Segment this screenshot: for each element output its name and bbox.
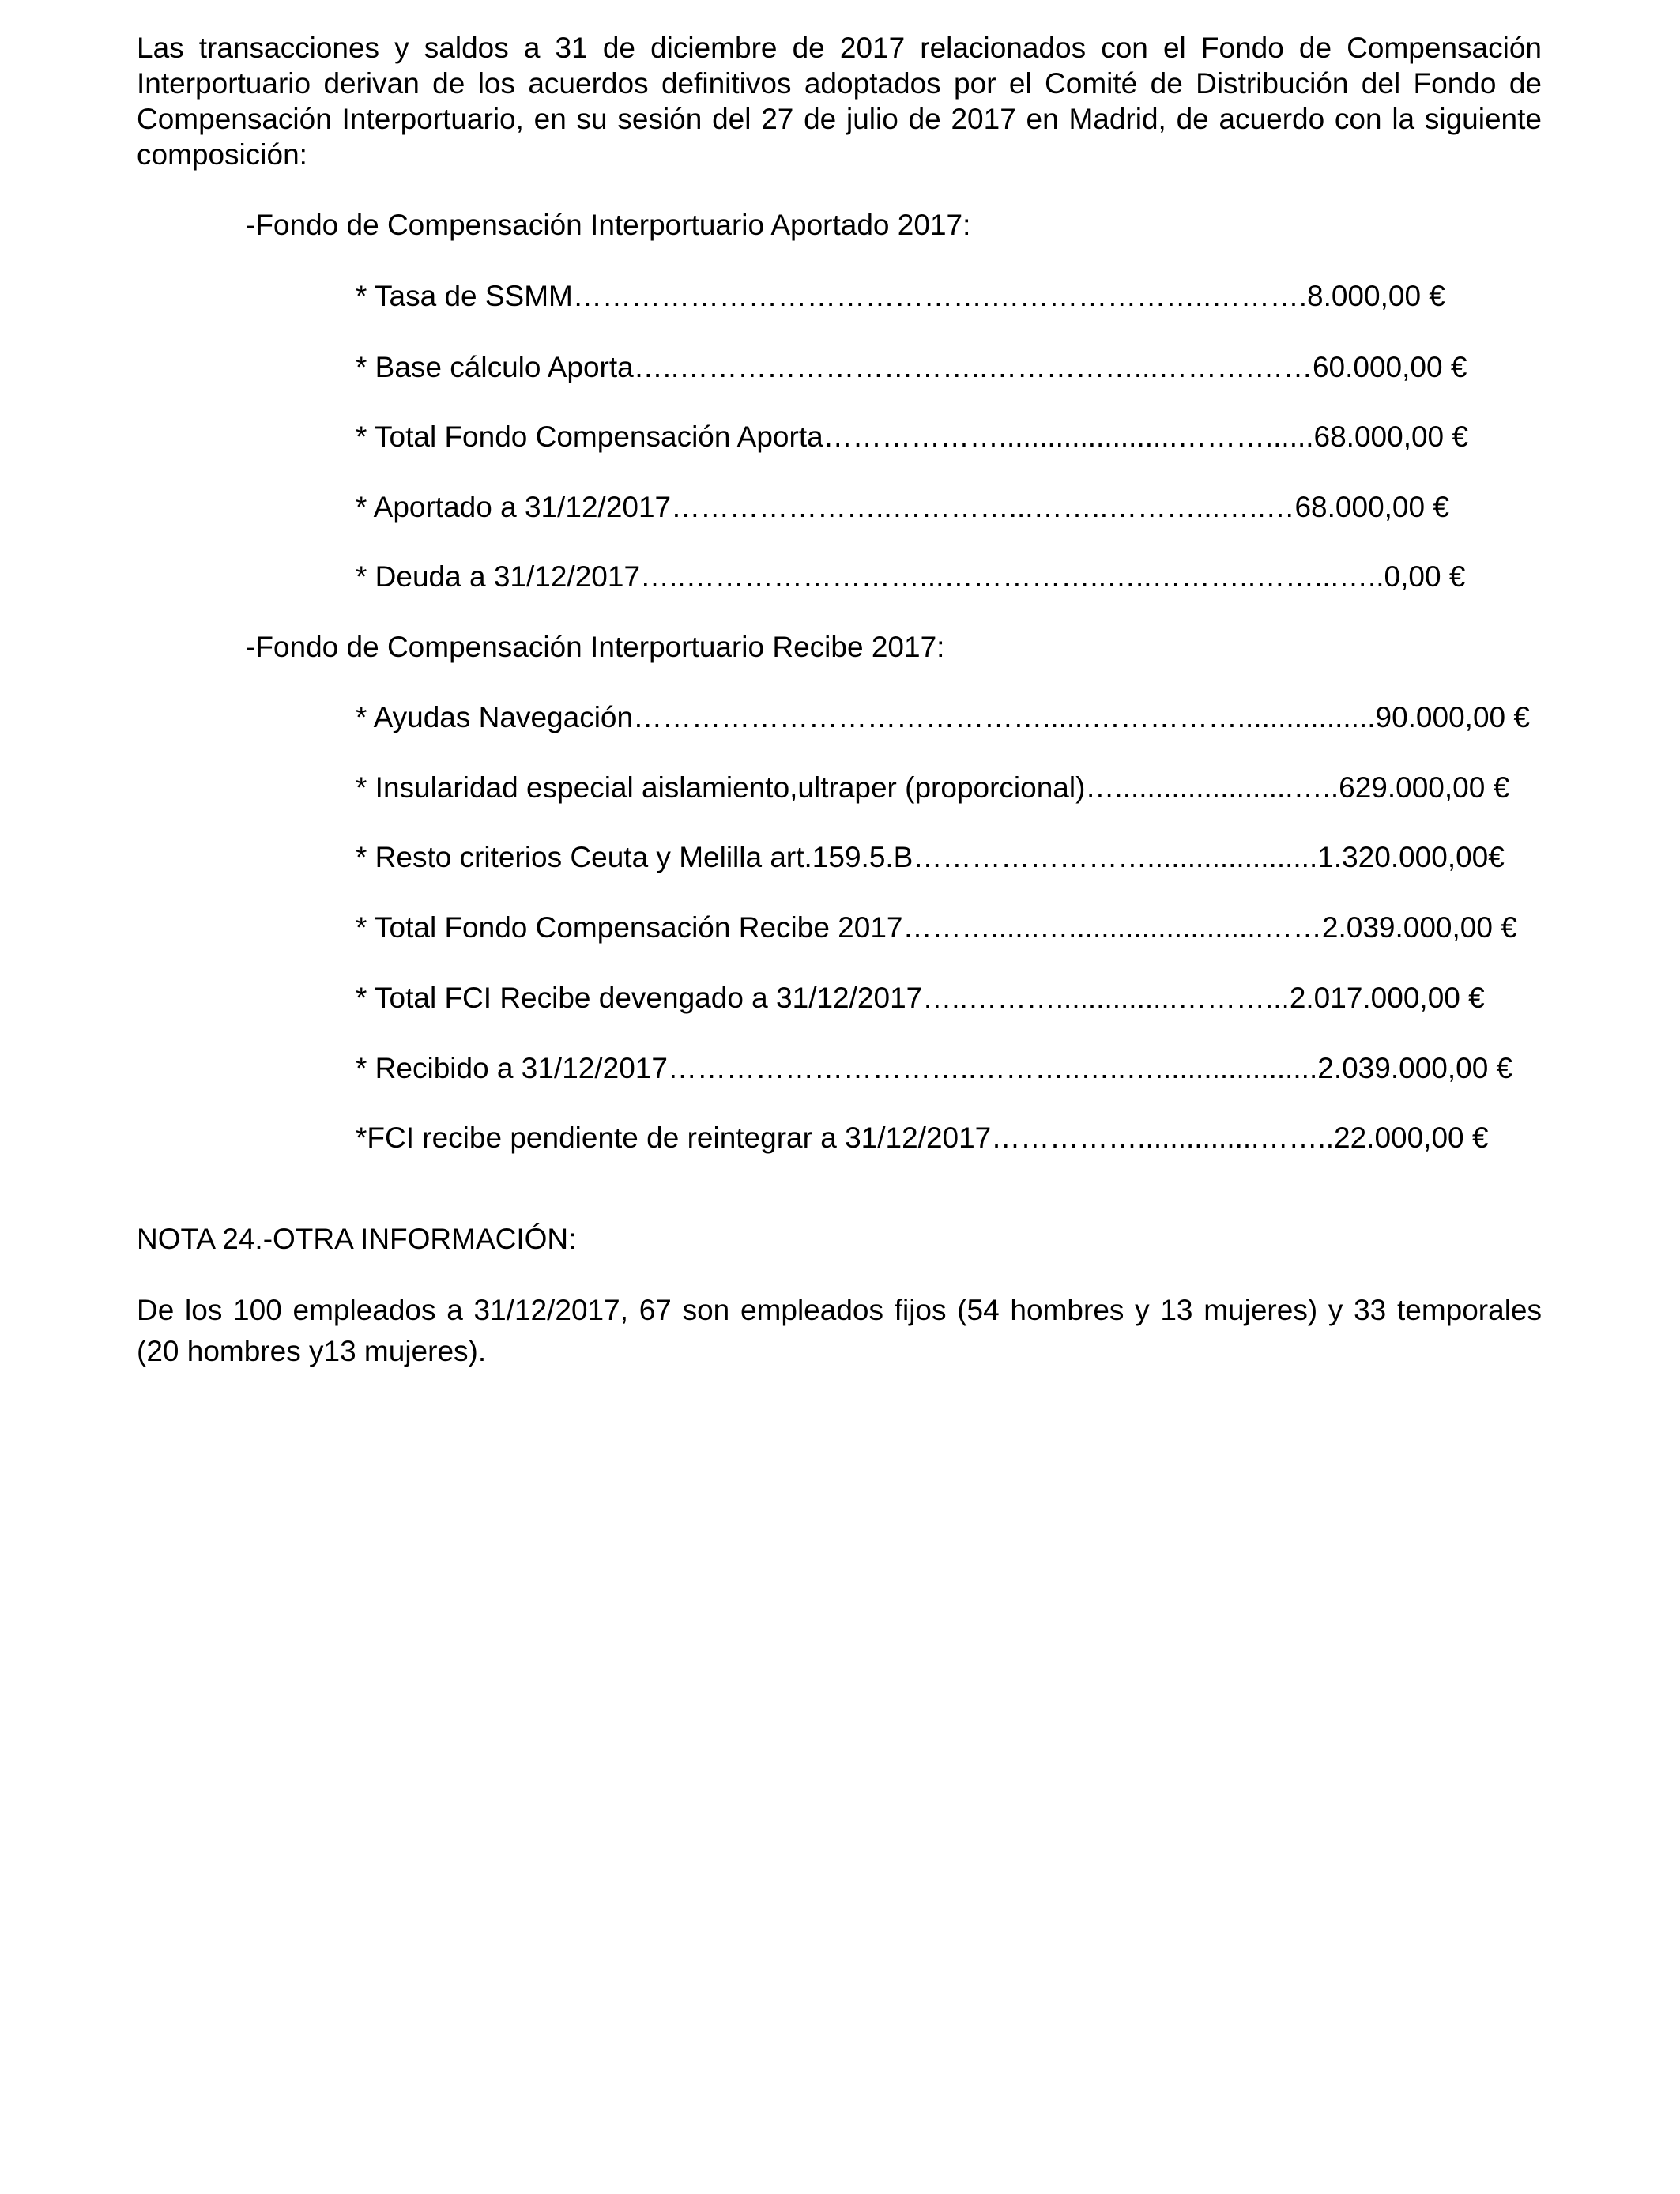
recibe-item-total-fondo: * Total Fondo Compensación Recibe 2017………......…........................……2.039.000,00 € [356,911,1517,944]
note-title: NOTA 24.-OTRA INFORMACIÓN: [137,1223,577,1255]
recibe-item-ayudas-navegacion: * Ayudas Navegación……………………………………......…………….................90.000,00 € [356,701,1530,733]
aportado-item-aportado: * Aportado a 31/12/2017…………………..…………...……..………...…..…68.000,00 € [356,491,1449,523]
recibe-item-insularidad: * Insularidad especial aislamiento,ultraper (proporcional)…......................…..629.000,00 € [356,771,1510,804]
recibe-section-title: -Fondo de Compensación Interportuario Recibe 2017: [246,631,945,663]
note-body: De los 100 empleados a 31/12/2017, 67 son empleados fijos (54 hombres y 13 mujeres) y 33 temporales (20 hombres y13 mujeres). [137,1294,1542,1367]
aportado-item-tasa-ssmm: * Tasa de SSMM…………………………………….…………………..……….8.000,00 € [356,280,1445,312]
recibe-item-resto-criterios: * Resto criterios Ceuta y Melilla art.159.5.B…………………….....................1.320.000,00€ [356,841,1505,873]
intro-paragraph: Las transacciones y saldos a 31 de diciembre de 2017 relacionados con el Fondo de Compensación Interportuario derivan de los acuerdos definitivos adoptados por el Comité de Distribución del Fondo de Compensación Interportuario, en su sesión del 27 de julio de 2017 en Madrid, de acuerdo con la siguiente composición: [137,32,1542,171]
aportado-item-deuda: * Deuda a 31/12/2017…..……………………...……………..…..………..……...…..0,00 € [356,560,1466,593]
recibe-item-total-fci-devengado: * Total FCI Recibe devengado a 31/12/2017…..………...............………...2.017.000,00 € [356,982,1485,1014]
aportado-section-title: -Fondo de Compensación Interportuario Aportado 2017: [246,209,971,241]
aportado-item-base-calculo: * Base cálculo Aporta…..…………………………..……………...……….……60.000,00 € [356,351,1467,383]
aportado-item-total-fondo: * Total Fondo Compensación Aporta………………......................………......68.000,00 € [356,420,1468,453]
recibe-item-recibido: * Recibido a 31/12/2017…………………………..………..…..…....................2.039.000,00 € [356,1052,1513,1084]
recibe-item-pendiente-reintegrar: *FCI recibe pendiente de reintegrar a 31/12/2017……………...............……..22.000,00 € [356,1122,1489,1154]
